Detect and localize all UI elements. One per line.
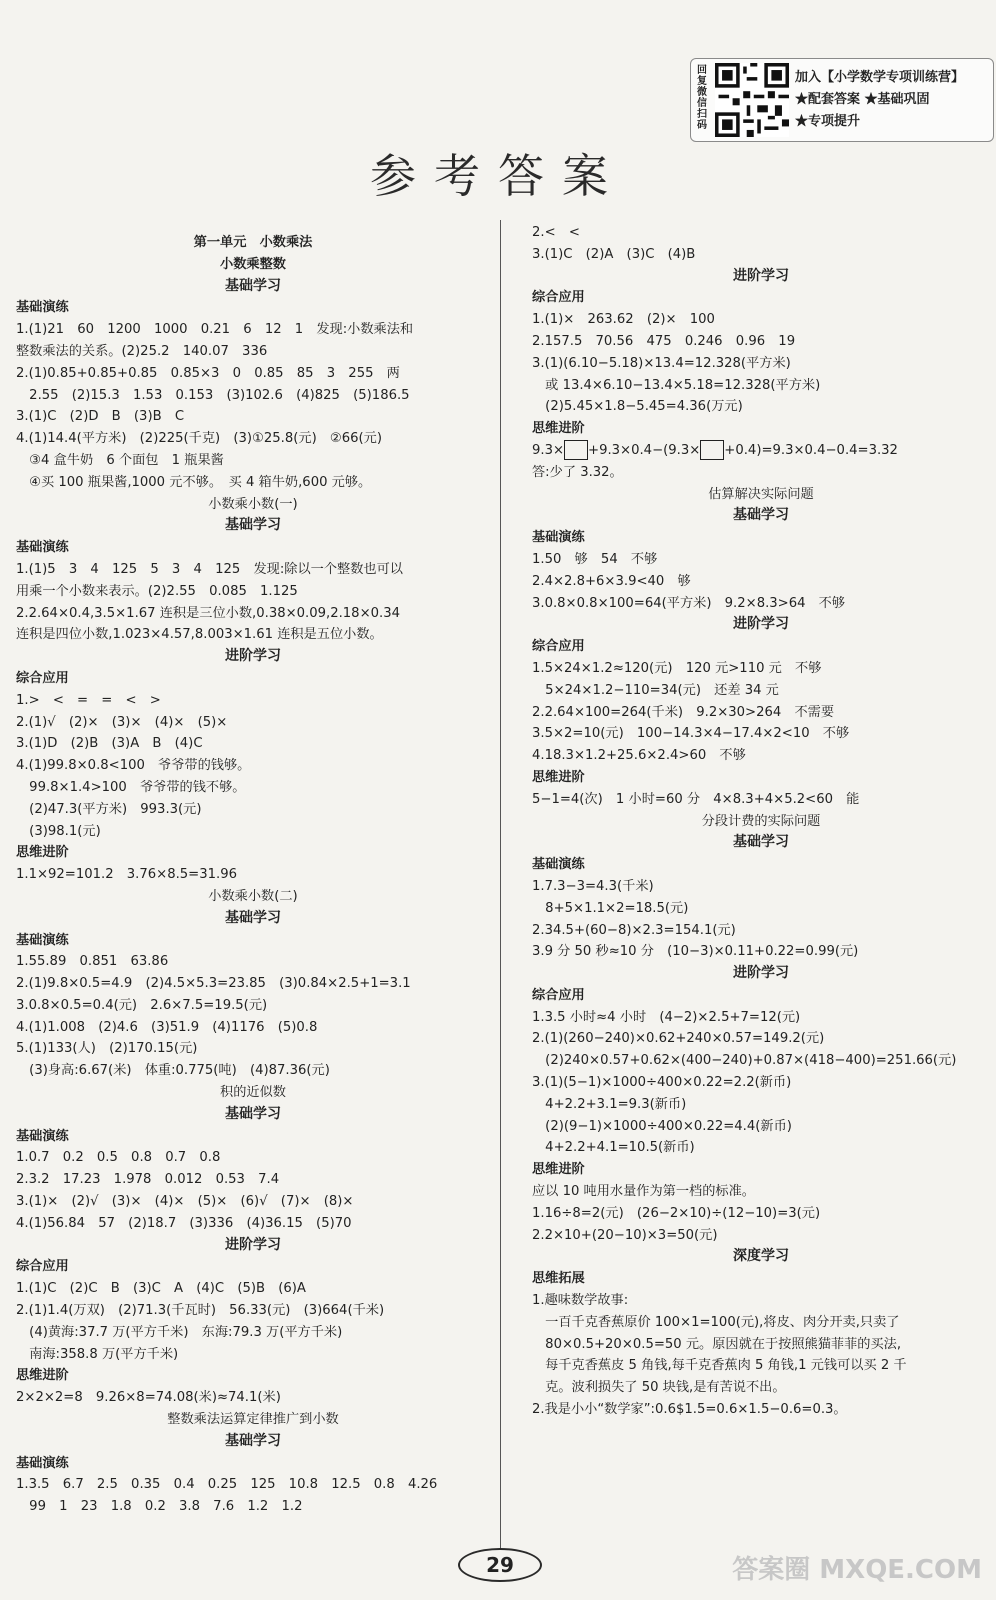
qr-promo-box — [690, 58, 994, 142]
answer-line: 连积是四位小数,1.023×4.57,8.003×1.61 连积是五位小数。 — [16, 627, 383, 643]
answer-line: 1.(1)21 60 1200 1000 0.21 6 12 1 发现:小数乘法和 — [16, 322, 414, 338]
answer-line: 1.50 够 54 不够 — [532, 551, 658, 567]
answer-fragment: 9.3× — [532, 442, 565, 458]
answer-line-with-boxes — [532, 440, 990, 462]
answer-line: 1.> < = = < > — [16, 692, 161, 708]
answer-line: 1.55.89 0.851 63.86 — [16, 954, 169, 970]
watermark: 答案圈 MXQE.COM — [732, 1555, 982, 1585]
promo-line-2: ★配套答案 ★基础巩固 — [795, 92, 930, 107]
answer-line: 3.(1)C (2)D B (3)B C — [16, 409, 185, 425]
section-subheading: 进阶学习 — [733, 965, 789, 982]
qr-promo-text — [795, 67, 964, 133]
answer-line: 5×24×1.2−110=34(元) 还差 34 元 — [532, 682, 779, 698]
answer-line: 3.(1)D (2)B (3)A B (4)C — [16, 736, 203, 752]
exercise-heading: 综合应用 — [532, 987, 585, 1003]
section-subheading: 深度学习 — [733, 1248, 789, 1265]
answer-line: 1.3.5 6.7 2.5 0.35 0.4 0.25 125 10.8 12.5 0.8 4.26 — [16, 1477, 438, 1493]
answer-line: 答:少了 3.32。 — [532, 464, 623, 480]
section-subheading: 基础学习 — [225, 517, 281, 534]
answer-line: 4.(1)1.008 (2)4.6 (3)51.9 (4)1176 (5)0.8 — [16, 1019, 318, 1035]
lesson-heading: 第一单元 小数乘法 — [193, 235, 313, 250]
answer-line: 80×0.5+20×0.5=50 元。原因就在于按照熊猫菲菲的买法, — [532, 1336, 902, 1352]
answer-line: 4.(1)14.4(平方米) (2)225(千克) (3)①25.8(元) ②66(元) — [16, 431, 382, 447]
answer-line: 4.18.3×1.2+25.6×2.4>60 不够 — [532, 748, 746, 764]
blank-box — [700, 440, 724, 460]
answer-line: 1.趣味数学故事: — [532, 1293, 629, 1309]
exercise-heading: 基础演练 — [16, 300, 69, 316]
answer-line: 3.(1)C (2)A (3)C (4)B — [532, 246, 696, 262]
answer-line: 3.(1)(5−1)×1000÷400×0.22=2.2(新币) — [532, 1075, 792, 1091]
section-subheading: 基础学习 — [225, 277, 281, 294]
answer-line: 2.34.5+(60−8)×2.3=154.1(元) — [532, 922, 736, 938]
exercise-heading: 思维进阶 — [532, 1162, 585, 1178]
answer-line: 99.8×1.4>100 爷爷带的钱不够。 — [16, 779, 246, 795]
answer-line: 5.(1)133(人) (2)170.15(元) — [16, 1041, 198, 1057]
qr-code-icon — [715, 63, 789, 137]
exercise-heading: 综合应用 — [532, 639, 585, 655]
lesson-heading: 小数乘整数 — [220, 256, 286, 272]
section-subheading: 基础学习 — [225, 909, 281, 926]
right-column — [532, 222, 990, 1421]
lesson-heading: 小数乘小数(一) — [208, 496, 298, 512]
exercise-heading: 思维进阶 — [532, 421, 585, 437]
answer-fragment: +0.4)=9.3×0.4−0.4=3.32 — [724, 442, 898, 458]
column-divider — [500, 220, 501, 1550]
answer-line: 2.(1)0.85+0.85+0.85 0.85×3 0 0.85 85 3 255 两 — [16, 365, 400, 381]
exercise-heading: 综合应用 — [532, 290, 585, 306]
answer-line: 2.2×10+(20−10)×3=50(元) — [532, 1227, 718, 1243]
answer-line: 1.16÷8=2(元) (26−2×10)÷(12−10)=3(元) — [532, 1205, 821, 1221]
section-subheading: 进阶学习 — [733, 616, 789, 633]
exercise-heading: 思维进阶 — [532, 769, 585, 785]
answer-fragment: +9.3×0.4−(9.3× — [588, 442, 701, 458]
answer-line: 应以 10 吨用水量作为第一档的标准。 — [532, 1184, 755, 1200]
answer-line: (2)240×0.57+0.62×(400−240)+0.87×(418−400)=251.66(元) — [532, 1053, 957, 1069]
answer-line: 2.(1)(260−240)×0.62+240×0.57=149.2(元) — [532, 1031, 825, 1047]
answer-line: (4)黄海:37.7 万(平方千米) 东海:79.3 万(平方千米) — [16, 1324, 343, 1340]
page-number: 29 — [458, 1548, 542, 1582]
exercise-heading: 基础演练 — [532, 857, 585, 873]
lesson-heading: 分段计费的实际问题 — [701, 813, 821, 829]
answer-line: 2.(1)1.4(万双) (2)71.3(千瓦时) 56.33(元) (3)664(千米) — [16, 1303, 385, 1319]
section-subheading: 基础学习 — [225, 1432, 281, 1449]
blank-box — [564, 440, 588, 460]
section-subheading: 进阶学习 — [225, 1236, 281, 1253]
answer-line: 1.(1)C (2)C B (3)C A (4)C (5)B (6)A — [16, 1281, 306, 1297]
answer-line: 1.3.5 小时≈4 小时 (4−2)×2.5+7=12(元) — [532, 1009, 801, 1025]
answer-line: 3.(1)× (2)√ (3)× (4)× (5)× (6)√ (7)× (8)× — [16, 1194, 354, 1210]
lesson-heading: 整数乘法运算定律推广到小数 — [167, 1412, 339, 1428]
promo-line-3: ★专项提升 — [795, 114, 861, 129]
page-title: 参考答案 — [370, 149, 626, 203]
lesson-heading: 小数乘小数(二) — [208, 888, 298, 904]
answer-line: 4+2.2+4.1=10.5(新币) — [532, 1140, 695, 1156]
answer-line: 3.5×2=10(元) 100−14.3×4−17.4×2<10 不够 — [532, 726, 850, 742]
answer-line: 1.7.3−3=4.3(千米) — [532, 878, 654, 894]
answer-line: 2×2×2=8 9.26×8=74.08(米)≈74.1(米) — [16, 1390, 281, 1406]
lesson-heading: 估算解决实际问题 — [708, 486, 814, 502]
answer-line: 2.3.2 17.23 1.978 0.012 0.53 7.4 — [16, 1172, 280, 1188]
section-subheading: 基础学习 — [733, 507, 789, 524]
answer-line: 每千克香蕉皮 5 角钱,每千克香蕉肉 5 角钱,1 元钱可以买 2 千 — [532, 1358, 907, 1374]
answer-line: 一百千克香蕉原价 100×1=100(元),将皮、肉分开卖,只卖了 — [532, 1314, 900, 1330]
exercise-heading: 基础演练 — [16, 540, 69, 556]
answer-line: 3.0.8×0.5=0.4(元) 2.6×7.5=19.5(元) — [16, 997, 268, 1013]
answer-line: 或 13.4×6.10−13.4×5.18=12.328(平方米) — [532, 377, 821, 393]
answer-line: 1.(1)× 263.62 (2)× 100 — [532, 312, 715, 328]
answer-line: 南海:358.8 万(平方千米) — [16, 1346, 179, 1362]
exercise-heading: 思维进阶 — [16, 1368, 69, 1384]
exercise-heading: 综合应用 — [16, 670, 69, 686]
answer-line: 2.(1)√ (2)× (3)× (4)× (5)× — [16, 714, 228, 730]
answer-line: 2.(1)9.8×0.5=4.9 (2)4.5×5.3=23.85 (3)0.84×2.5+1=3.1 — [16, 976, 411, 992]
answer-line: 4.(1)56.84 57 (2)18.7 (3)336 (4)36.15 (5)70 — [16, 1215, 352, 1231]
lesson-heading: 积的近似数 — [220, 1085, 286, 1101]
answer-line: 2.2.64×0.4,3.5×1.67 连积是三位小数,0.38×0.09,2.18×0.34 — [16, 605, 400, 621]
answer-line: 整数乘法的关系。(2)25.2 140.07 336 — [16, 343, 268, 359]
answer-line: 4+2.2+3.1=9.3(新币) — [532, 1096, 687, 1112]
exercise-heading: 基础演练 — [16, 1128, 69, 1144]
answer-line: 2.< < — [532, 225, 580, 240]
answer-line: 2.55 (2)15.3 1.53 0.153 (3)102.6 (4)825 (5)186.5 — [16, 387, 410, 403]
answer-line: 1.(1)5 3 4 125 5 3 4 125 发现:除以一个整数也可以 — [16, 561, 403, 577]
answer-line: 2.4×2.8+6×3.9<40 够 — [532, 573, 691, 589]
answer-line: 99 1 23 1.8 0.2 3.8 7.6 1.2 1.2 — [16, 1499, 303, 1515]
answer-line: (2)5.45×1.8−5.45=4.36(万元) — [532, 399, 743, 415]
answer-line: 克。波利损失了 50 块钱,是有苦说不出。 — [532, 1380, 786, 1396]
section-subheading: 进阶学习 — [225, 648, 281, 665]
section-subheading: 进阶学习 — [733, 267, 789, 284]
exercise-heading: 综合应用 — [16, 1259, 69, 1275]
answer-line: 5−1=4(次) 1 小时=60 分 4×8.3+4×5.2<60 能 — [532, 791, 860, 807]
answer-line: 3.9 分 50 秒≈10 分 (10−3)×0.11+0.22=0.99(元) — [532, 944, 859, 960]
answer-line: 1.1×92=101.2 3.76×8.5=31.96 — [16, 867, 237, 883]
answer-line: 1.5×24×1.2≈120(元) 120 元>110 元 不够 — [532, 660, 822, 676]
answer-line: 3.(1)(6.10−5.18)×13.4=12.328(平方米) — [532, 355, 791, 371]
exercise-heading: 基础演练 — [16, 932, 69, 948]
answer-line: (3)98.1(元) — [16, 823, 101, 839]
answer-line: (2)(9−1)×1000÷400×0.22=4.4(新币) — [532, 1118, 792, 1134]
section-subheading: 基础学习 — [225, 1105, 281, 1122]
qr-side-label: 回复微信扫码 — [697, 65, 707, 131]
exercise-heading: 思维进阶 — [16, 845, 69, 861]
answer-line: 用乘一个小数来表示。(2)2.55 0.085 1.125 — [16, 583, 298, 599]
left-column — [16, 232, 490, 1518]
section-subheading: 基础学习 — [733, 834, 789, 851]
exercise-heading: 基础演练 — [16, 1455, 69, 1471]
answer-line: 2.157.5 70.56 475 0.246 0.96 19 — [532, 333, 796, 349]
answer-line: 2.2.64×100=264(千米) 9.2×30>264 不需要 — [532, 704, 835, 720]
promo-line-1: 加入【小学数学专项训练营】 — [795, 70, 965, 85]
exercise-heading: 基础演练 — [532, 530, 585, 546]
answer-line: ③4 盒牛奶 6 个面包 1 瓶果酱 — [16, 452, 224, 468]
answer-line: 8+5×1.1×2=18.5(元) — [532, 900, 689, 916]
answer-line: 3.0.8×0.8×100=64(平方米) 9.2×8.3>64 不够 — [532, 595, 846, 611]
answer-line: (2)47.3(平方米) 993.3(元) — [16, 801, 202, 817]
answer-line: 2.我是小小“数学家”:0.6$1.5=0.6×1.5−0.6=0.3。 — [532, 1402, 847, 1418]
answer-line: 1.0.7 0.2 0.5 0.8 0.7 0.8 — [16, 1150, 221, 1166]
answer-line: (3)身高:6.67(米) 体重:0.775(吨) (4)87.36(元) — [16, 1063, 330, 1079]
answer-line: ④买 100 瓶果酱,1000 元不够。 买 4 箱牛奶,600 元够。 — [16, 474, 372, 490]
exercise-heading: 思维拓展 — [532, 1271, 585, 1287]
answer-line: 4.(1)99.8×0.8<100 爷爷带的钱够。 — [16, 758, 251, 774]
